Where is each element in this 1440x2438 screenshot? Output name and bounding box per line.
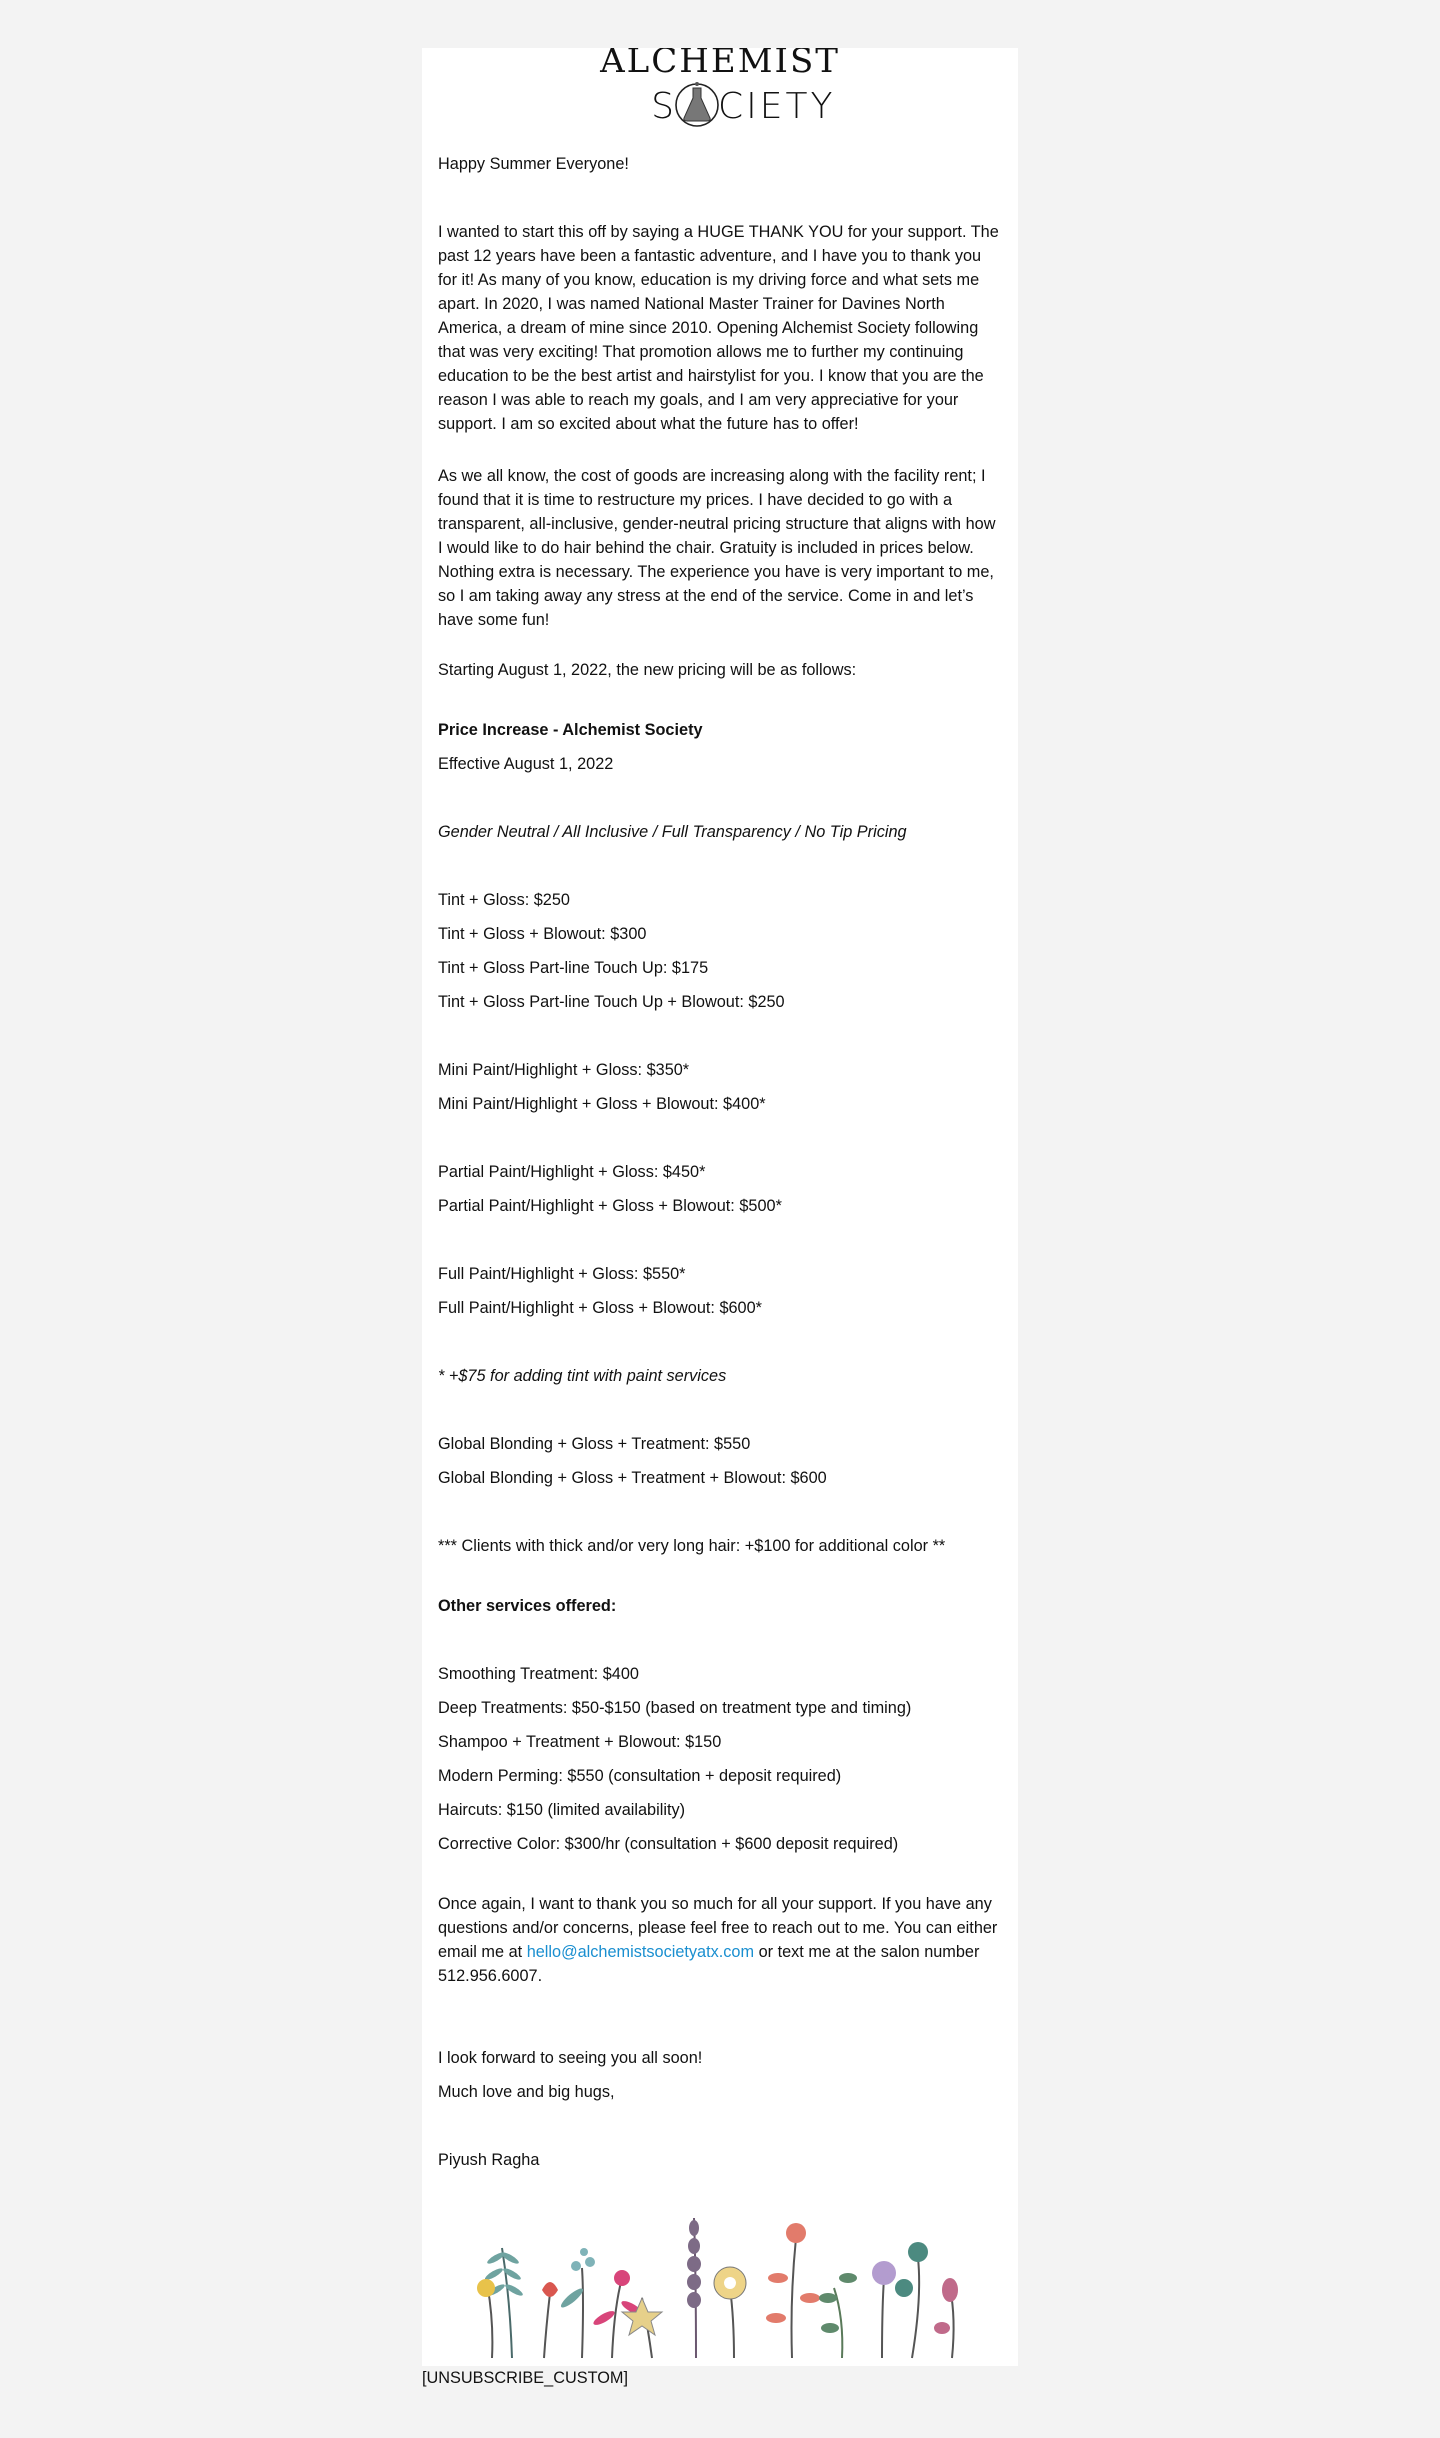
greeting: Happy Summer Everyone! — [438, 155, 629, 173]
price-item: Global Blonding + Gloss + Treatment + Blowout: $600 — [438, 1469, 827, 1487]
logo-line1: ALCHEMIST — [600, 48, 840, 81]
closing-line: questions and/or concerns, please feel free to reach out to me. You can either — [438, 1919, 998, 1937]
closing-line: Once again, I want to thank you so much for all your support. If you have any — [438, 1895, 992, 1913]
email-card — [422, 48, 1018, 2366]
starting-line: Starting August 1, 2022, the new pricing will be as follows: — [438, 661, 857, 679]
price-item: Partial Paint/Highlight + Gloss + Blowout: $500* — [438, 1197, 782, 1215]
flask-icon — [676, 82, 718, 126]
effective-date: Effective August 1, 2022 — [438, 755, 614, 773]
intro-paragraph: I wanted to start this off by saying a HUGE THANK YOU for your support. The past 12 years have been a fantastic adventure, and I have you to thank you for it! As many of you know, education is my driving force and what sets me apart. In 2020, I was named National Master Trainer for Davines North America, a dream of mine since 2010. Opening Alchemist Society following that was very exciting! That promotion allows me to further my continuing education to be the best artist and hairstylist for you. I know that you are the reason I was able to reach my goals, and I am very appreciative for your support. I am so excited about what the future has to offer! — [438, 223, 999, 433]
price-item: Tint + Gloss Part-line Touch Up: $175 — [438, 959, 709, 977]
price-title: Price Increase - Alchemist Society — [438, 721, 703, 739]
unsubscribe-link[interactable]: [UNSUBSCRIBE_CUSTOM] — [422, 2369, 628, 2387]
price-item: Partial Paint/Highlight + Gloss: $450* — [438, 1163, 706, 1181]
closing-email-prefix: email me at — [438, 1943, 527, 1961]
service-item: Modern Perming: $550 (consultation + deposit required) — [438, 1767, 842, 1785]
sign-off: Much love and big hugs, — [438, 2083, 615, 2101]
price-item: Mini Paint/Highlight + Gloss + Blowout: $400* — [438, 1095, 766, 1113]
price-item: Global Blonding + Gloss + Treatment: $550 — [438, 1435, 751, 1453]
look-forward: I look forward to seeing you all soon! — [438, 2049, 703, 2067]
price-item: Tint + Gloss + Blowout: $300 — [438, 925, 647, 943]
alchemist-society-logo — [580, 48, 860, 128]
other-services-title: Other services offered: — [438, 1597, 617, 1615]
service-item: Shampoo + Treatment + Blowout: $150 — [438, 1733, 722, 1751]
price-item: Tint + Gloss: $250 — [438, 891, 570, 909]
closing-email-suffix: or text me at the salon number — [754, 1943, 980, 1961]
price-item: Tint + Gloss Part-line Touch Up + Blowout: $250 — [438, 993, 785, 1011]
email-link[interactable]: hello@alchemistsocietyatx.com — [526, 1943, 755, 1961]
salon-phone: 512.956.6007. — [438, 1967, 543, 1985]
logo-line2-left: S — [651, 86, 676, 127]
service-item: Deep Treatments: $50-$150 (based on treatment type and timing) — [438, 1699, 912, 1717]
closing-paragraph — [438, 1892, 1002, 1988]
price-item: Full Paint/Highlight + Gloss + Blowout: $600* — [438, 1299, 762, 1317]
pricing-intro-paragraph: As we all know, the cost of goods are increasing along with the facility rent; I found that it is time to restructure my prices. I have decided to go with a transparent, all-inclusive, gender-neutral pricing structure that aligns with how I would like to do hair behind the chair. Gratuity is included in prices below. Nothing extra is necessary. The experience you have is very important to me, so I am taking away any stress at the end of the service. Come in and let’s have some fun! — [438, 467, 996, 629]
closing-line — [438, 1940, 1002, 1964]
logo-line2-right: CIETY — [718, 86, 836, 127]
long-hair-note: *** Clients with thick and/or very long hair: +$100 for additional color ** — [438, 1537, 946, 1555]
service-item: Haircuts: $150 (limited availability) — [438, 1801, 686, 1819]
service-item: Corrective Color: $300/hr (consultation + $600 deposit required) — [438, 1835, 899, 1853]
service-item: Smoothing Treatment: $400 — [438, 1665, 639, 1683]
tint-note: * +$75 for adding tint with paint services — [438, 1367, 727, 1385]
wildflowers-illustration — [472, 2178, 972, 2364]
price-item: Mini Paint/Highlight + Gloss: $350* — [438, 1061, 690, 1079]
pricing-tagline: Gender Neutral / All Inclusive / Full Transparency / No Tip Pricing — [438, 823, 907, 841]
price-item: Full Paint/Highlight + Gloss: $550* — [438, 1265, 686, 1283]
signature: Piyush Ragha — [438, 2151, 540, 2169]
